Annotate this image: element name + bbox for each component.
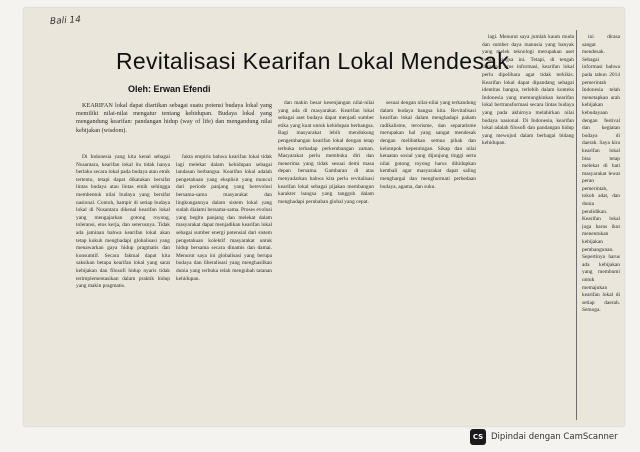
column-text: ini dirasa sangat mendesak. Sebagai informasi bahwa pada tahun 2014 pemerintah Indonesia telah menetapkan arah kebijakan kebudayaan dengan festival dan kegiatan budaya di daerah. Saya kira kearifan lokal bisa tetap melekat di hati masyarakat lewat peran pemerintah, tokoh adat, dan dunia pendidikan. Kearifan lokal juga harus ikut menentukan kebijakan pembangunan. Sepertinya harus ada kebijakan yang membumi untuk memajukan kearifan lokal di setiap daerah. Semoga. [582,34,620,314]
handwritten-note: Bali 14 [49,14,82,28]
column-text: Di Indonesia yang kita kenal sebagai Nusantara, kearifan lokal itu tidak hanya berlaku secara lokal pada budaya atau etnik tertentu, tetapi dapat dikatakan bersifat lintas budaya atau lintas etnik sehingga membentuk nilai budaya yang bersifat nasional. Contoh, hampir di setiap budaya lokal di Nusantara dikenal kearifan lokal yang mengajarkan gotong royong, toleransi, etos kerja, dan seterusnya. Tidak ada jaminan bahwa kearifan lokal akan tetap kukuh menghadapi globalisasi yang menawarkan gaya hidup pragmatis dan konsumtif. Secara faktual dapat kita saksikan betapa kearifan lokal yang sarat kebijakan dan filosofi hidup nyaris tidak terimplementasikan dalam praktik hidup yang makin pragmatis. [76,154,170,290]
column-text: fakta empiris bahwa kearifan lokal tidak lagi melekat dalam kehidupan sebagai landasan berbangsa. Kearifan lokal adalah pengetahuan yang eksplisit yang muncul dari periode panjang yang berevolusi bersama-sama masyarakat dan lingkungannya dalam sistem lokal yang sudah dialami bersama-sama. Proses evolusi yang begitu panjang dan melekat dalam masyarakat dapat menjadikan kearifan lokal sebagai sumber energi potensial dari sistem pengetahuan kolektif masyarakat untuk hidup bersama secara dinamis dan damai. Menurut saya ini globalisasi yang berupa budaya dan liberalisasi yang menghasilkan dunia yang terbuka telah mengubah tatanan kehidupan. [176,154,272,282]
column-divider [576,30,577,420]
article-lead [76,102,272,150]
article-byline: Oleh: Erwan Efendi [128,84,211,94]
column-text: sesuai dengan nilai-nilai yang terkandung dalam budaya bangsa kita. Revitalisasi kearifan lokal dalam menghadapi paham radikalisme, terorisme, dan separatisme merupakan hal yang sangat mendesak dengan melibatkan semua pihak dan kelompok kepentingan. Sikap dan nilai ketaatan sosial yang dijunjung tinggi serta nilai gotong royong harus dihidupkan kembali agar masyarakat dapat saling menghargai dan menghormati perbedaan budaya, agama, dan suku. [380,100,476,190]
article-column-4 [380,100,476,416]
article-column-2 [176,154,272,416]
column-text: dan makin besar kesenjangan nilai-nilai yang ada di masyarakat. Kearifan lokal sebagai aset budaya dapat menjadi sumber etika yang kuat untuk kehidupan berbangsa. Bagi masyarakat lebih mendukung pengembangan kearifan lokal dengan tetap terbuka terhadap perkembangan zaman. Masyarakat perlu membuka diri dan menerima yang tidak sesuai demi masa depan bersama. Gambaran di atas menyadarkan bahwa kita perlu revitalisasi kearifan lokal sebagai pijakan membangun karakter bangsa yang tangguh dalam menghadapi perubahan global yang cepat. [278,100,374,205]
article-column-3 [278,100,374,416]
newspaper-clipping [24,8,624,426]
article-column-1 [76,154,170,416]
article-headline: Revitalisasi Kearifan Lokal Mendesak [116,48,510,74]
camscanner-logo-icon: CS [470,429,486,445]
column-text: lagi. Menurut saya jumlah kaum muda dan sumber daya manusia yang banyak yang melek teknologi merupakan aset besar bangsa ini. Tetapi, di tengah derasnya arus informasi, kearifan lokal perlu dipelihara agar tidak terkikis. Kearifan lokal dapat dipandang sebagai identitas bangsa, terlebih dalam konteks Indonesia yang memungkinkan kearifan lokal bertransformasi secara lintas budaya yang pada akhirnya melahirkan nilai budaya nasional. Di Indonesia, kearifan lokal adalah filosofi dan pandangan hidup yang mewujud dalam berbagai bidang kehidupan. [482,34,574,147]
watermark-label: Dipindai dengan CamScanner [491,432,618,442]
article-column-6 [582,34,620,416]
lead-paragraph: KEARIFAN lokal dapat diartikan sebagai suatu potensi budaya lokal yang memiliki nilai-nilai mengatur tentang kehidupan. Budaya lokal yang mengandung kearifan: pandangan hidup (way of life) dan mengandung nilai kebijakan (wisdom). [76,102,272,134]
camscanner-watermark [470,428,628,446]
article-column-5 [482,34,574,416]
